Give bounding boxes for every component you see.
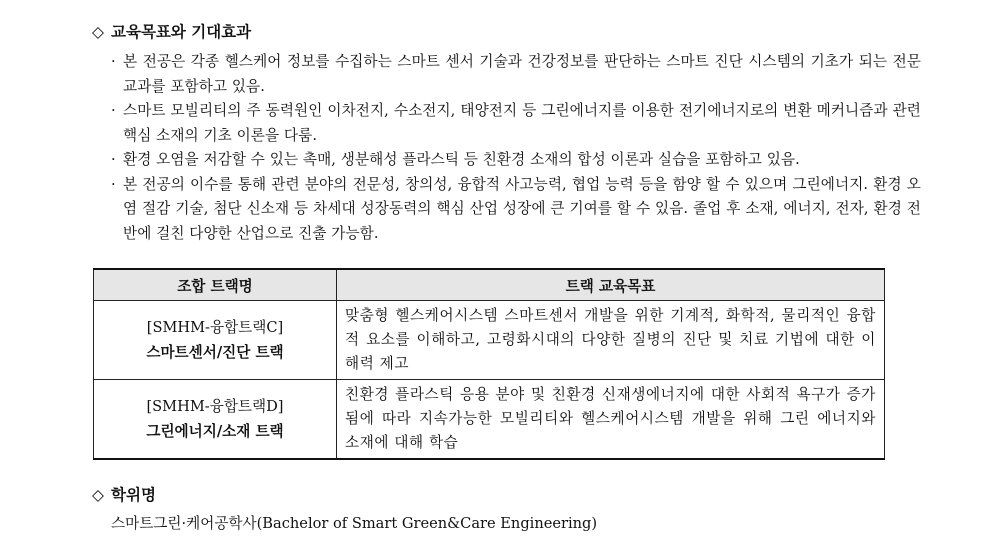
list-item-text: 본 전공은 각종 헬스케어 정보를 수집하는 스마트 센서 기술과 건강정보를 판단하는 스마트 진단 시스템의 기초가 되는 전문 교과를 포함하고 있음. [123,53,921,95]
table-row [94,380,885,460]
section-title: 학위명 [111,485,156,504]
track-name: 그린에너지/소재 트랙 [146,423,284,440]
list-item [111,50,921,99]
track-code: [SMHM-융합트랙D] [146,398,284,415]
track-code: [SMHM-융합트랙C] [146,319,284,336]
degree-name: 스마트그린·케어공학사(Bachelor of Smart Green&Care Engineering) [111,515,598,532]
track-name-cell [94,380,337,460]
list-item [111,173,921,247]
section-heading-goals [92,22,251,42]
track-goal: 맞춤형 헬스케어시스템 스마트센서 개발을 위한 기계적, 화학적, 물리적인 융합적 요소를 이해하고, 고령화시대의 다양한 질병의 진단 및 치료 기법에 대한 이해력 제고 [337,301,885,380]
list-item-text: 환경 오염을 저감할 수 있는 촉매, 생분해성 플라스틱 등 친환경 소재의 합성 이론과 실습을 포함하고 있음. [123,151,800,168]
goal-list [111,50,921,246]
column-header-track-goal: 트랙 교육목표 [337,269,885,301]
section-heading-degree [92,485,156,505]
track-table [93,268,885,460]
track-goal: 친환경 플라스틱 응용 분야 및 친환경 신재생에너지에 대한 사회적 욕구가 증가됨에 따라 지속가능한 모빌리티와 헬스케어시스템 개발을 위해 그린 에너지와 소재에 대해 학습 [337,380,885,460]
bullet-icon: · [111,102,116,119]
section-title: 교육목표와 기대효과 [111,22,252,41]
bullet-icon: · [111,175,116,193]
bullet-icon: · [111,53,116,70]
track-name-cell [94,301,337,380]
list-item-text: 스마트 모빌리티의 주 동력원인 이차전지, 수소전지, 태양전지 등 그린에너지를 이용한 전기에너지로의 변환 메커니즘과 관련 핵심 소재의 기초 이론을 다룸. [123,102,921,144]
column-header-track-name: 조합 트랙명 [94,269,337,301]
bullet-icon: · [111,151,116,168]
diamond-icon: ◇ [92,22,104,41]
list-item-text: 본 전공의 이수를 통해 관련 분야의 전문성, 창의성, 융합적 사고능력, 협업 능력 등을 함양 할 수 있으며 그린에너지. 환경 오염 절감 기술, 첨단 신소재 등 차세대 성장동력의 핵심 산업 성장에 큰 기여를 할 수 있음. 졸업 후 소재, 에너지, 전자, 환경 전반에 걸친 다양한 산업으로 진출 가능함. [123,175,921,242]
table-header-row [94,269,885,301]
track-name: 스마트센서/진단 트랙 [146,344,284,361]
list-item [111,148,921,173]
table-row [94,301,885,380]
list-item [111,99,921,148]
diamond-icon: ◇ [92,485,104,504]
